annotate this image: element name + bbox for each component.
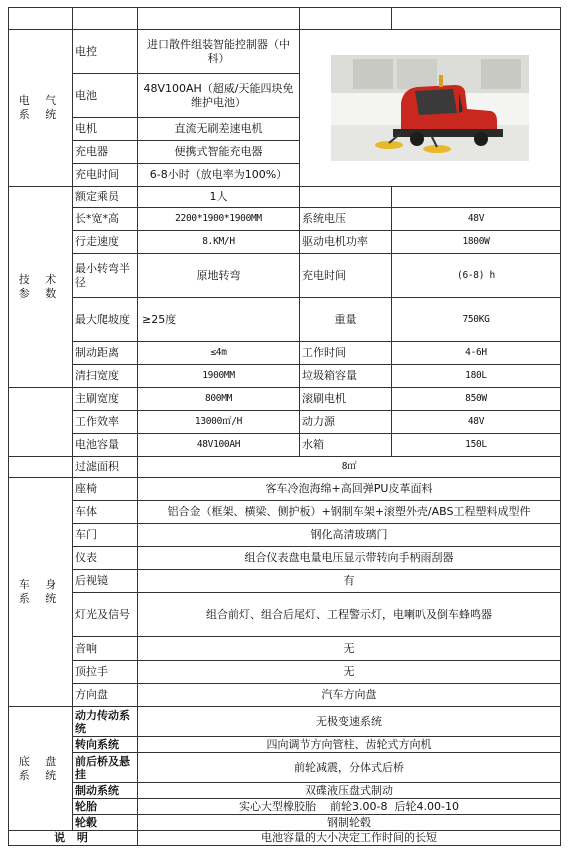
label-work-time: 工作时间: [300, 342, 392, 365]
value-dimensions: 2200*1900*1900MM: [138, 208, 300, 231]
value-max-slope: ≥25度: [138, 298, 300, 342]
value-steering-wheel: 汽车方向盘: [138, 684, 561, 707]
value-bin: 180L: [392, 365, 561, 388]
value-charging-time: (6-8) h: [392, 254, 561, 298]
row-mirror: [9, 570, 561, 593]
section-chassis: 底 盘 系 统: [9, 707, 73, 831]
value-hub: 钢制轮毂: [138, 815, 561, 831]
value-efficiency: 13000㎡/H: [138, 411, 300, 434]
label-efficiency: 工作效率: [73, 411, 138, 434]
label-system-voltage: 系统电压: [300, 208, 392, 231]
blank-cell: [392, 8, 561, 30]
label-turning-radius: 最小转弯半径: [73, 254, 138, 298]
value-charge-time: 6-8小时（放电率为100%）: [138, 164, 300, 187]
label-braking: 制动距离: [73, 342, 138, 365]
label-speed: 行走速度: [73, 231, 138, 254]
value-axle: 前轮减震，分体式后桥: [138, 753, 561, 783]
row-speed: [9, 231, 561, 254]
label-steering-wheel: 方向盘: [73, 684, 138, 707]
label-charging-time: 充电时间: [300, 254, 392, 298]
value-speed: 8.KM/H: [138, 231, 300, 254]
value-filter: 8㎡: [138, 457, 561, 478]
section-technical: 技 术 参 数: [9, 187, 73, 388]
row-brake: [9, 783, 561, 799]
row-audio: [9, 637, 561, 661]
label-dimensions: 长*宽*高: [73, 208, 138, 231]
label-brake: 制动系统: [73, 783, 138, 799]
label-handle: 顶拉手: [73, 661, 138, 684]
row-axle: [9, 753, 561, 783]
value-motor: 直流无刷差速电机: [138, 118, 300, 141]
value-roller-motor: 850W: [392, 388, 561, 411]
blank-section-cell: [9, 388, 73, 457]
row-battery-capacity: [9, 434, 561, 457]
label-axle: 前后桥及悬挂: [73, 753, 138, 783]
value-battery-capacity: 48V100AH: [138, 434, 300, 457]
blank-cell: [300, 8, 392, 30]
value-door: 钢化高清玻璃门: [138, 524, 561, 547]
row-filter: [9, 457, 561, 478]
value-main-brush: 800MM: [138, 388, 300, 411]
value-drive-motor: 1800W: [392, 231, 561, 254]
row-note: [9, 831, 561, 846]
blank-cell: [9, 8, 73, 30]
header-row-blank: [9, 8, 561, 30]
row-hub: [9, 815, 561, 831]
row-handle: [9, 661, 561, 684]
label-hub: 轮毂: [73, 815, 138, 831]
label-main-brush: 主刷宽度: [73, 388, 138, 411]
label-steering: 转向系统: [73, 737, 138, 753]
product-image-cell: [300, 30, 561, 187]
value-work-time: 4-6H: [392, 342, 561, 365]
label-tire: 轮胎: [73, 799, 138, 815]
label-mirror: 后视镜: [73, 570, 138, 593]
row-seat: [9, 478, 561, 501]
label-door: 车门: [73, 524, 138, 547]
label-power: 动力源: [300, 411, 392, 434]
row-tire: [9, 799, 561, 815]
value-turning-radius: 原地转弯: [138, 254, 300, 298]
spec-table: [8, 7, 561, 846]
label-seat: 座椅: [73, 478, 138, 501]
label-battery: 电池: [73, 74, 138, 118]
value-seat: 客车冷泡海绵+高回弹PU皮革面料: [138, 478, 561, 501]
sweeper-vehicle-photo-icon: [331, 55, 529, 161]
label-roller-motor: 滚刷电机: [300, 388, 392, 411]
value-steering: 四向调节方向管柱、齿轮式方向机: [138, 737, 561, 753]
value-mirror: 有: [138, 570, 561, 593]
value-frame: 铝合金（框架、横梁、侧护板）+钢制车架+滚塑外壳/ABS工程塑料成型件: [138, 501, 561, 524]
label-sweep-width: 清扫宽度: [73, 365, 138, 388]
value-audio: 无: [138, 637, 561, 661]
label-note: 说 明: [9, 831, 138, 846]
value-controller: 进口散件组装智能控制器（中科）: [138, 30, 300, 74]
blank-cell: [300, 187, 392, 208]
value-passengers: 1人: [138, 187, 300, 208]
label-gauge: 仪表: [73, 547, 138, 570]
value-weight: 750KG: [392, 298, 561, 342]
value-lights: 组合前灯、组合后尾灯、工程警示灯，电喇叭及倒车蜂鸣器: [138, 593, 561, 637]
blank-cell: [73, 8, 138, 30]
row-door: [9, 524, 561, 547]
value-system-voltage: 48V: [392, 208, 561, 231]
section-body: 车 身 系 统: [9, 478, 73, 707]
row-main-brush: [9, 388, 561, 411]
label-frame: 车体: [73, 501, 138, 524]
row-steering-wheel: [9, 684, 561, 707]
value-water-tank: 150L: [392, 434, 561, 457]
section-electrical: 电 气 系 统: [9, 30, 73, 187]
blank-cell: [138, 8, 300, 30]
row-lights: [9, 593, 561, 637]
value-transmission: 无极变速系统: [138, 707, 561, 737]
label-bin: 垃圾箱容量: [300, 365, 392, 388]
label-max-slope: 最大爬坡度: [73, 298, 138, 342]
value-tire: 实心大型橡胶胎 前轮3.00-8 后轮4.00-10: [138, 799, 561, 815]
row-gauge: [9, 547, 561, 570]
spec-sheet: [8, 7, 560, 858]
label-controller: 电控: [73, 30, 138, 74]
row-braking: [9, 342, 561, 365]
value-note: 电池容量的大小决定工作时间的长短: [138, 831, 561, 846]
value-power: 48V: [392, 411, 561, 434]
label-charge-time: 充电时间: [73, 164, 138, 187]
label-drive-motor: 驱动电机功率: [300, 231, 392, 254]
row-controller: [9, 30, 561, 74]
row-frame: [9, 501, 561, 524]
label-audio: 音响: [73, 637, 138, 661]
label-filter: 过滤面积: [73, 457, 138, 478]
blank-section-cell: [9, 457, 73, 478]
value-braking: ≤4m: [138, 342, 300, 365]
label-motor: 电机: [73, 118, 138, 141]
row-steering: [9, 737, 561, 753]
label-transmission: 动力传动系统: [73, 707, 138, 737]
row-transmission: [9, 707, 561, 737]
row-max-slope: [9, 298, 561, 342]
label-battery-capacity: 电池容量: [73, 434, 138, 457]
label-water-tank: 水箱: [300, 434, 392, 457]
value-charger: 便携式智能充电器: [138, 141, 300, 164]
row-passengers: [9, 187, 561, 208]
label-charger: 充电器: [73, 141, 138, 164]
value-handle: 无: [138, 661, 561, 684]
row-efficiency: [9, 411, 561, 434]
label-lights: 灯光及信号: [73, 593, 138, 637]
label-passengers: 额定乘员: [73, 187, 138, 208]
value-sweep-width: 1900MM: [138, 365, 300, 388]
row-dimensions: [9, 208, 561, 231]
value-gauge: 组合仪表盘电量电压显示带转向手柄雨刮器: [138, 547, 561, 570]
label-weight: 重量: [300, 298, 392, 342]
value-brake: 双碟液压盘式制动: [138, 783, 561, 799]
row-sweep-width: [9, 365, 561, 388]
blank-cell: [392, 187, 561, 208]
value-battery: 48V100AH（超威/天能四块免维护电池）: [138, 74, 300, 118]
row-turning-radius: [9, 254, 561, 298]
